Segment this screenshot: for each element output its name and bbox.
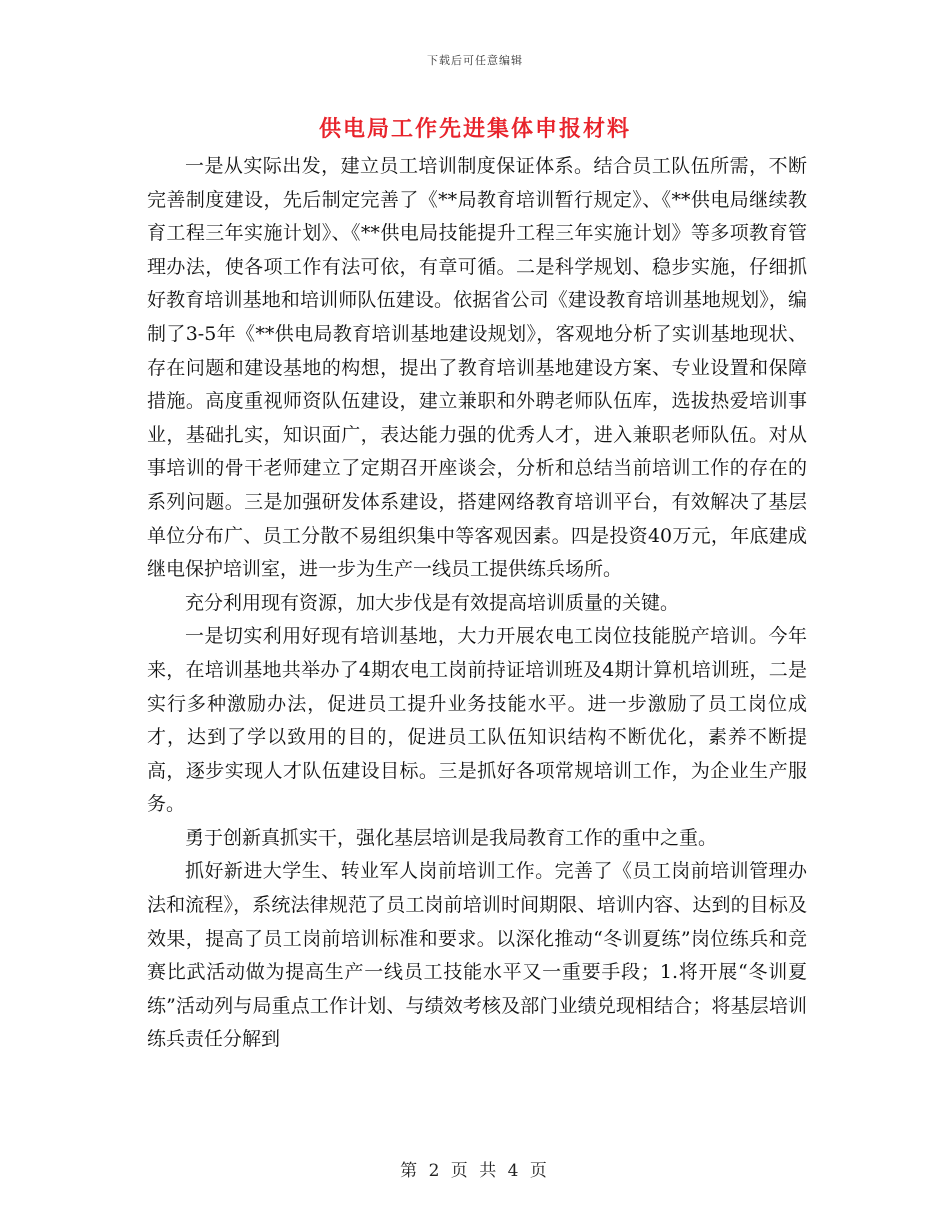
document-body	[147, 150, 807, 1057]
document-title: 供电局工作先进集体申报材料	[318, 116, 631, 142]
body-paragraph: 勇于创新真抓实干，强化基层培训是我局教育工作的重中之重。	[185, 826, 718, 849]
body-paragraph: 抓好新进大学生、转业军人岗前培训工作。完善了《员工岗前培训管理办法和流程》，系统法律规范了员工岗前培训时间期限、培训内容、达到的目标及效果，提高了员工岗前培训标准和要求。以深化推动“冬训夏练”岗位练兵和竞赛比武活动做为提高生产一线员工技能水平又一重要手段；1.将开展“冬训夏练”活动列与局重点工作计划、与绩效考核及部门业绩兑现相结合；将基层培训练兵责任分解到	[147, 860, 807, 1051]
header-note: 下载后可任意编辑	[427, 54, 523, 67]
body-paragraph: 一是从实际出发，建立员工培训制度保证体系。结合员工队伍所需，不断完善制度建设，先后制定完善了《**局教育培训暂行规定》、《**供电局继续教育工程三年实施计划》、《**供电局技能提升工程三年实施计划》等多项教育管理办法，使各项工作有法可依，有章可循。二是科学规划、稳步实施，仔细抓好教育培训基地和培训师队伍建设。依据省公司《建设教育培训基地规划》，编制了3-5年《**供电局教育培训基地建设规划》，客观地分析了实训基地现状、存在问题和建设基地的构想，提出了教育培训基地建设方案、专业设置和保障措施。高度重视师资队伍建设，建立兼职和外聘老师队伍库，选拔热爱培训事业，基础扎实，知识面广，表达能力强的优秀人才，进入兼职老师队伍。对从事培训的骨干老师建立了定期召开座谈会，分析和总结当前培训工作的存在的系列问题。三是加强研发体系建设，搭建网络教育培训平台，有效解决了基层单位分布广、员工分散不易组织集中等客观因素。四是投资40万元，年底建成继电保护培训室，进一步为生产一线员工提供练兵场所。	[147, 155, 807, 581]
body-paragraph: 充分利用现有资源，加大步伐是有效提高培训质量的关键。	[185, 591, 680, 614]
page-footer: 第 2 页 共 4 页	[400, 1161, 550, 1181]
body-paragraph: 一是切实利用好现有培训基地，大力开展农电工岗位技能脱产培训。今年来，在培训基地共举办了4期农电工岗前持证培训班及4期计算机培训班，二是实行多种激励办法，促进员工提升业务技能水平。进一步激励了员工岗位成才，达到了学以致用的目的，促进员工队伍知识结构不断优化，素养不断提高，逐步实现人才队伍建设目标。三是抓好各项常规培训工作，为企业生产服务。	[147, 625, 807, 816]
